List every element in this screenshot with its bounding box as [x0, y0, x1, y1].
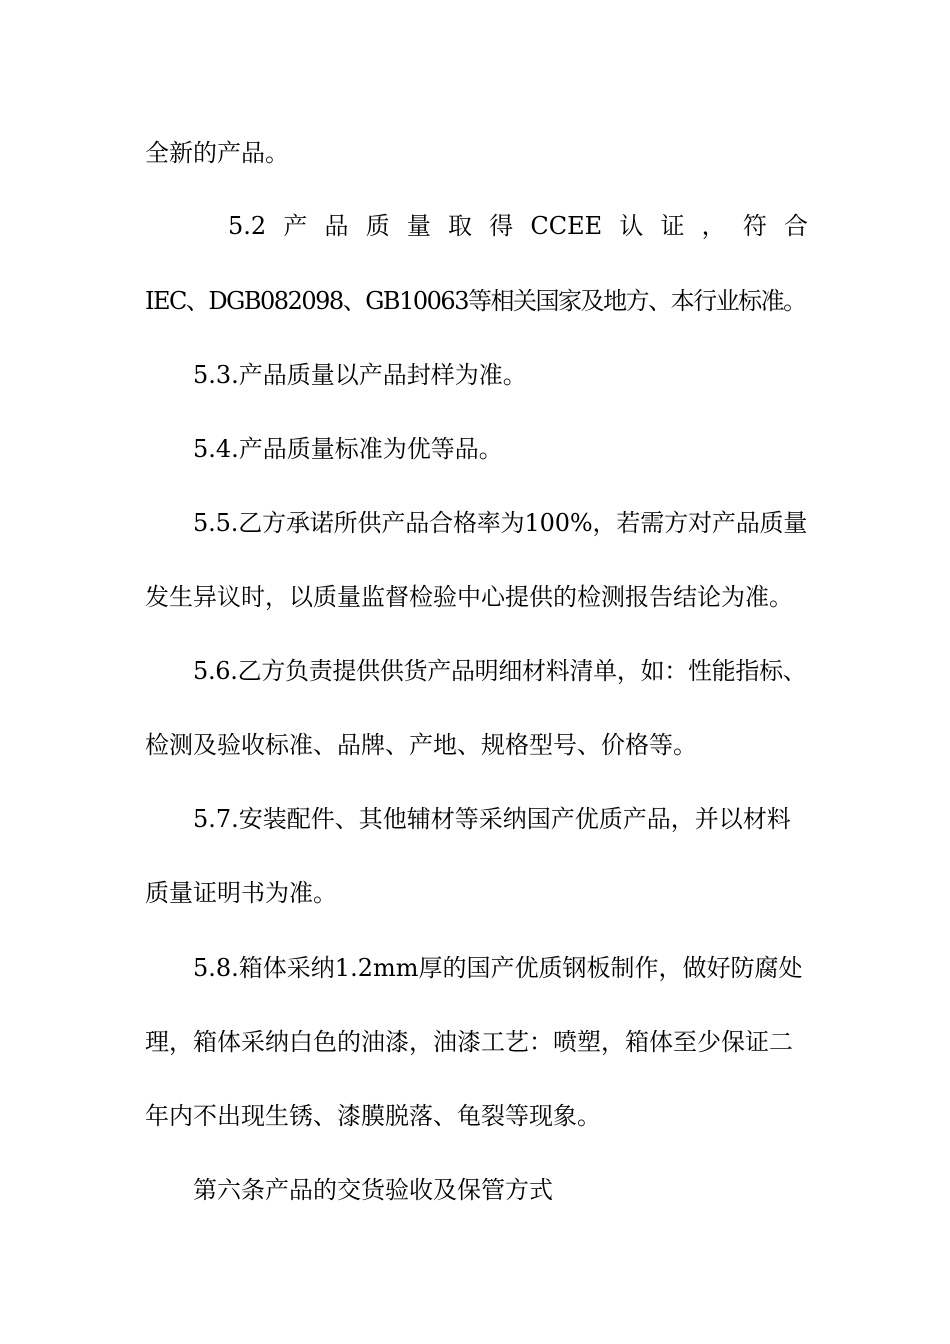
spaced-token: 证 — [660, 212, 685, 240]
paragraph-line-spaced — [228, 209, 808, 243]
paragraph-line: 5.7.安装配件、其他辅材等采纳国产优质产品，并以材料 — [193, 805, 791, 833]
paragraph-line: 检测及验收标准、品牌、产地、规格型号、价格等。 — [145, 731, 697, 759]
paragraph-line: 发生异议时，以质量监督检验中心提供的检测报告结论为准。 — [145, 583, 793, 611]
spaced-token: 品 — [324, 212, 349, 240]
spaced-token: 产 — [283, 212, 308, 240]
spaced-token: 5.2 — [228, 212, 267, 240]
paragraph-line: 5.5.乙方承诺所供产品合格率为100%，若需方对产品质量 — [193, 509, 807, 537]
spaced-token: ， — [701, 212, 726, 240]
spaced-token: 得 — [489, 212, 514, 240]
paragraph-line: 5.3.产品质量以产品封样为准。 — [193, 361, 527, 389]
paragraph-line: IEC、DGB082098、GB10063等相关国家及地方、本行业标准。 — [145, 287, 806, 315]
spaced-token: 量 — [406, 212, 431, 240]
spaced-token: 合 — [784, 212, 808, 240]
spaced-token: CCEE — [530, 212, 603, 240]
section-heading: 第六条产品的交货验收及保管方式 — [193, 1176, 553, 1204]
paragraph-line: 质量证明书为准。 — [145, 879, 337, 907]
spaced-token: 取 — [448, 212, 473, 240]
spaced-token: 认 — [619, 212, 644, 240]
paragraph-line: 5.4.产品质量标准为优等品。 — [193, 435, 503, 463]
spaced-token: 质 — [365, 212, 390, 240]
paragraph-line: 全新的产品。 — [145, 139, 289, 167]
paragraph-line: 年内不出现生锈、漆膜脱落、龟裂等现象。 — [145, 1102, 601, 1130]
paragraph-line: 5.8.箱体采纳1.2mm厚的国产优质钢板制作，做好防腐处 — [193, 954, 803, 982]
paragraph-line: 5.6.乙方负责提供供货产品明细材料清单，如：性能指标、 — [193, 657, 807, 685]
spaced-token: 符 — [742, 212, 767, 240]
paragraph-line: 理，箱体采纳白色的油漆，油漆工艺：喷塑，箱体至少保证二 — [145, 1028, 793, 1056]
